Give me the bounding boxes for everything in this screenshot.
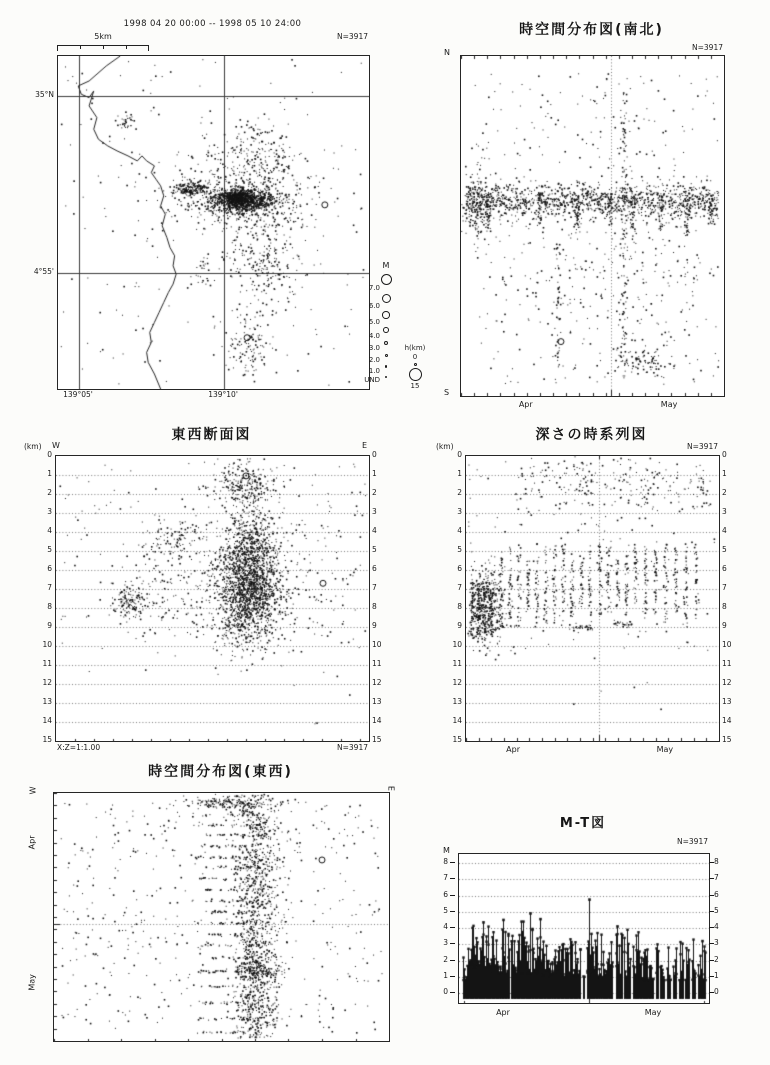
legend-mag-circle — [385, 354, 388, 357]
scalebar-tick — [126, 46, 127, 49]
month-label: May — [660, 400, 678, 409]
month-label: Apr — [496, 1008, 510, 1017]
depth-tick-label: 8 — [47, 602, 52, 611]
map-lon-label: 139°05' — [63, 390, 93, 399]
ew-spacetime-title: 時空間分布図(東西) — [148, 764, 293, 780]
mag-tick-dash — [709, 960, 714, 961]
west-axis-label: W — [28, 786, 38, 795]
depth-tick-label: 1 — [372, 469, 377, 478]
mag-tick-dash — [450, 943, 455, 944]
depth-unit-label: (km) — [24, 442, 42, 451]
depth-tick-label: 7 — [372, 583, 377, 592]
depth-tick-label: 15 — [372, 735, 382, 744]
depth-tick-label: 12 — [372, 678, 382, 687]
mt-event-count: N=3917 — [677, 837, 708, 846]
depth-tick-label: 11 — [452, 659, 462, 668]
legend-mag-circle — [385, 376, 387, 378]
depth-tick-label: 7 — [47, 583, 52, 592]
depth-tick-label: 11 — [372, 659, 382, 668]
month-label: Apr — [27, 835, 37, 850]
depth-tick-label: 1 — [47, 469, 52, 478]
depth-tick-label: 15 — [452, 735, 462, 744]
legend-mag-label: 1.0 — [368, 366, 380, 375]
mag-tick-label: 1 — [443, 970, 448, 980]
mag-tick-label: 0 — [443, 987, 448, 997]
mt-title: M-T図 — [559, 816, 607, 831]
depth-tick-label: 15 — [722, 735, 732, 744]
mag-tick-dash — [450, 976, 455, 977]
mag-tick-label: 8 — [714, 856, 719, 866]
depth-tick-label: 13 — [372, 697, 382, 706]
legend-mag-title: M — [382, 261, 390, 270]
map-daterange-title: 1998 04 20 00:00 -- 1998 05 10 24:00 — [123, 19, 302, 29]
mag-tick-dash — [450, 895, 455, 896]
depth-tick-label: 3 — [457, 507, 462, 516]
legend-mag-label: 3.0 — [368, 344, 380, 353]
scalebar-tick — [148, 46, 149, 51]
ew-section-title: 東西断面図 — [171, 427, 252, 443]
depth-time-plot — [465, 455, 720, 742]
depth-tick-label: 3 — [722, 507, 727, 516]
mag-tick-dash — [450, 927, 455, 928]
depth-tick-label: 14 — [42, 716, 52, 725]
map-event-count: N=3917 — [337, 32, 368, 41]
legend-mag-label: 7.0 — [368, 284, 380, 292]
mag-tick-dash — [450, 862, 455, 863]
legend-mag-label: UND — [364, 376, 380, 385]
ew-cross-section-plot — [55, 455, 370, 742]
depth-tick-label: 11 — [722, 659, 732, 668]
depth-tick-label: 11 — [42, 659, 52, 668]
legend-depth-circle-small — [414, 363, 417, 366]
depth-tick-label: 0 — [722, 450, 727, 459]
legend-mag-label: 6.0 — [368, 301, 380, 310]
depth-tick-label: 6 — [722, 564, 727, 573]
magnitude-axis-label: M — [443, 846, 450, 855]
depth-tick-label: 10 — [42, 640, 52, 649]
mag-tick-label: 6 — [443, 889, 448, 899]
depth-tick-label: 2 — [372, 488, 377, 497]
section-scale-note: X:Z=1:1.00 — [57, 743, 101, 752]
mag-tick-dash — [709, 976, 714, 977]
depth-tick-label: 5 — [457, 545, 462, 554]
depth-tick-label: 6 — [372, 564, 377, 573]
depth-time-title: 深さの時系列図 — [535, 427, 648, 443]
depth-tick-label: 0 — [372, 450, 377, 459]
depth-tick-label: 14 — [372, 716, 382, 725]
depth-tick-label: 7 — [722, 583, 727, 592]
depth-tick-label: 2 — [457, 488, 462, 497]
depth-tick-label: 15 — [42, 735, 52, 744]
mag-tick-label: 0 — [714, 987, 719, 997]
depth-tick-label: 14 — [452, 716, 462, 725]
legend-mag-label: 2.0 — [368, 355, 380, 364]
month-label: May — [644, 1008, 662, 1017]
depth-tick-label: 8 — [457, 602, 462, 611]
mag-tick-label: 7 — [714, 873, 719, 883]
mag-tick-dash — [709, 878, 714, 879]
depth-tick-label: 12 — [452, 678, 462, 687]
depth-tick-label: 1 — [722, 469, 727, 478]
mag-tick-label: 2 — [443, 954, 448, 964]
legend-depth-circle-large — [409, 368, 422, 381]
depth-tick-label: 6 — [457, 564, 462, 573]
depth-tick-label: 0 — [457, 450, 462, 459]
map-lon-label: 139°10' — [208, 390, 238, 399]
mag-tick-label: 6 — [714, 889, 719, 899]
depth-tick-label: 10 — [722, 640, 732, 649]
mag-tick-label: 7 — [443, 873, 448, 883]
mag-tick-label: 1 — [714, 970, 719, 980]
mag-tick-label: 8 — [443, 856, 448, 866]
legend-depth-min: 0 — [412, 353, 418, 361]
ns-spacetime-event-count: N=3917 — [692, 43, 723, 52]
depth-time-event-count: N=3917 — [687, 442, 718, 451]
legend-mag-circle — [385, 365, 387, 367]
depth-tick-label: 10 — [372, 640, 382, 649]
depth-tick-label: 13 — [722, 697, 732, 706]
legend-mag-circle — [384, 341, 388, 345]
legend-mag-circle — [381, 274, 392, 285]
west-axis-label: W — [52, 441, 60, 450]
mag-tick-label: 5 — [443, 905, 448, 915]
depth-tick-label: 5 — [372, 545, 377, 554]
legend-mag-circle — [382, 294, 391, 303]
south-axis-label: S — [444, 388, 450, 397]
map-scalebar — [57, 45, 149, 52]
depth-tick-label: 4 — [47, 526, 52, 535]
depth-tick-label: 9 — [722, 621, 727, 630]
mag-tick-dash — [450, 992, 455, 993]
month-label: May — [656, 745, 674, 754]
depth-tick-label: 3 — [47, 507, 52, 516]
depth-tick-label: 10 — [452, 640, 462, 649]
east-axis-label: E — [386, 785, 396, 791]
mag-tick-dash — [450, 878, 455, 879]
legend-mag-circle — [382, 311, 390, 319]
legend-mag-circle — [383, 327, 389, 333]
mag-tick-dash — [709, 943, 714, 944]
depth-tick-label: 12 — [42, 678, 52, 687]
mag-tick-dash — [709, 895, 714, 896]
depth-tick-label: 2 — [47, 488, 52, 497]
depth-unit-label: (km) — [436, 442, 454, 451]
ns-spacetime-title: 時空間分布図(南北) — [519, 22, 664, 38]
depth-tick-label: 3 — [372, 507, 377, 516]
depth-tick-label: 12 — [722, 678, 732, 687]
month-label: Apr — [518, 400, 533, 409]
ns-spacetime-plot — [460, 55, 725, 397]
legend-mag-label: 4.0 — [368, 331, 380, 340]
mag-tick-dash — [709, 992, 714, 993]
depth-tick-label: 6 — [47, 564, 52, 573]
depth-tick-label: 14 — [722, 716, 732, 725]
legend-depth-max: 15 — [410, 382, 420, 390]
depth-tick-label: 5 — [47, 545, 52, 554]
depth-tick-label: 4 — [372, 526, 377, 535]
depth-tick-label: 5 — [722, 545, 727, 554]
scalebar-tick — [103, 46, 104, 49]
month-label: May — [27, 974, 37, 991]
epicenter-map-plot — [57, 55, 370, 390]
depth-tick-label: 13 — [452, 697, 462, 706]
mag-tick-label: 4 — [443, 922, 448, 932]
ew-spacetime-plot — [53, 792, 390, 1042]
depth-tick-label: 9 — [47, 621, 52, 630]
depth-tick-label: 8 — [722, 602, 727, 611]
north-axis-label: N — [444, 48, 450, 57]
map-lat-label: 35°N — [35, 89, 54, 99]
depth-tick-label: 2 — [722, 488, 727, 497]
mag-tick-dash — [450, 911, 455, 912]
mag-tick-dash — [450, 960, 455, 961]
depth-tick-label: 8 — [372, 602, 377, 611]
depth-tick-label: 7 — [457, 583, 462, 592]
mag-tick-dash — [709, 927, 714, 928]
mt-stem-plot — [458, 853, 710, 1004]
mag-tick-label: 3 — [443, 938, 448, 948]
depth-tick-label: 9 — [457, 621, 462, 630]
mag-tick-label: 2 — [714, 954, 719, 964]
scalebar-tick — [57, 46, 58, 51]
depth-tick-label: 13 — [42, 697, 52, 706]
mag-tick-label: 5 — [714, 905, 719, 915]
mag-tick-label: 3 — [714, 938, 719, 948]
ew-section-event-count: N=3917 — [337, 743, 368, 752]
map-lat-label: 4°55' — [33, 267, 54, 277]
month-label: Apr — [506, 745, 520, 754]
map-scalebar-label: 5km — [94, 32, 112, 41]
legend-mag-label: 5.0 — [368, 317, 380, 326]
depth-tick-label: 4 — [457, 526, 462, 535]
scalebar-tick — [80, 46, 81, 49]
depth-tick-label: 1 — [457, 469, 462, 478]
mag-tick-dash — [709, 862, 714, 863]
mag-tick-dash — [709, 911, 714, 912]
depth-tick-label: 0 — [47, 450, 52, 459]
depth-tick-label: 9 — [372, 621, 377, 630]
depth-tick-label: 4 — [722, 526, 727, 535]
mag-tick-label: 4 — [714, 922, 719, 932]
legend-depth-title: h(km) — [404, 344, 426, 352]
east-axis-label: E — [362, 441, 368, 450]
